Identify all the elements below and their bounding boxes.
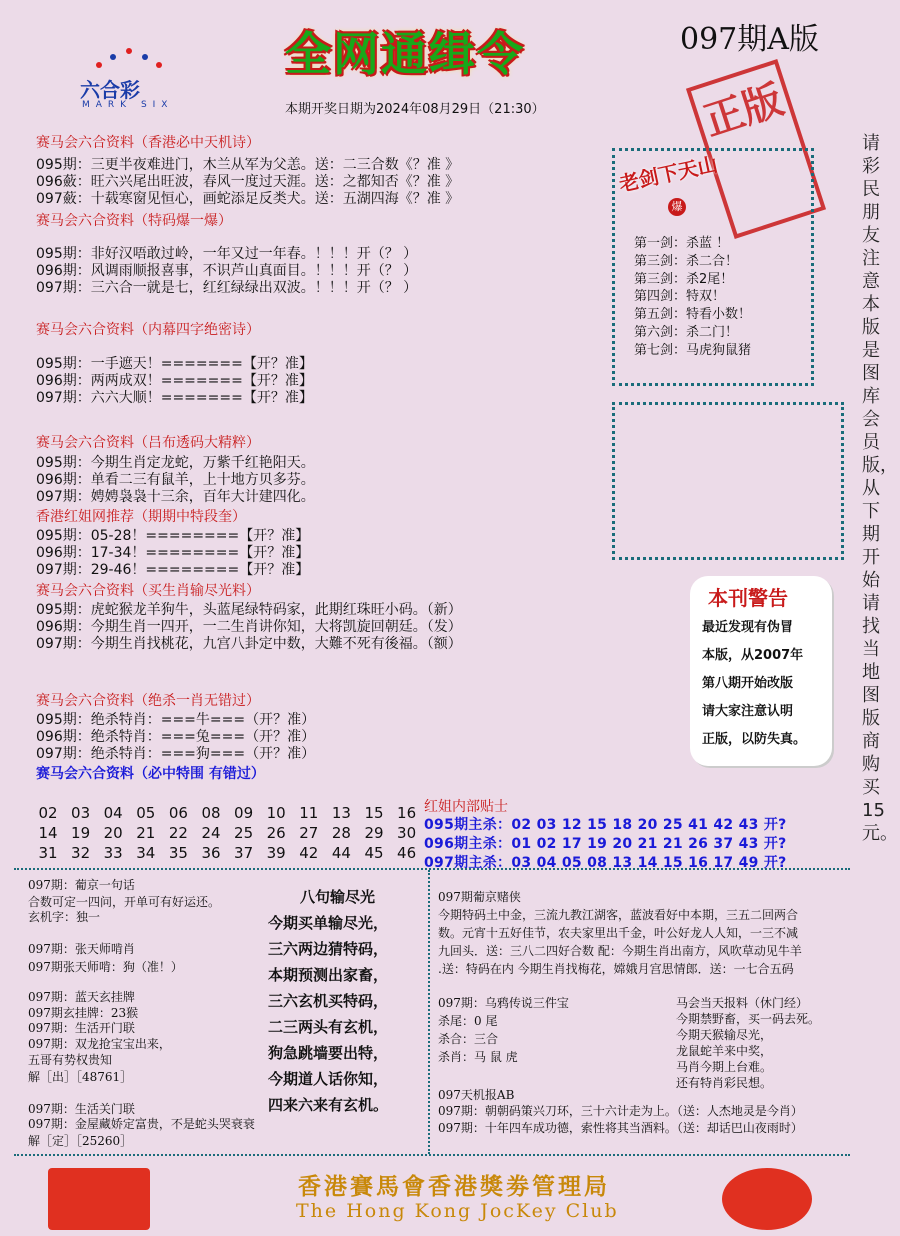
crow-line: 杀尾：0 尾	[438, 1014, 498, 1028]
divider-vertical	[428, 870, 430, 1154]
section-line: 095期：虎蛇猴龙羊狗牛，头蓝尾绿特码家，此期红珠旺小码。（新）	[36, 602, 462, 618]
gambler-line: .送：特码在内 今期生肖找梅花，嫦娥月宫思情郎．送：一七合五码	[438, 962, 794, 976]
warning-line: 第八期开始改版	[702, 676, 794, 691]
poem-line: 今期道人话你知，	[268, 1070, 389, 1088]
mark-six-logo: 六合彩	[80, 78, 140, 102]
vertical-note: 请彩民朋友注意本版是图库会员版，从下期开始请找当地图版商购买15元。	[862, 133, 898, 844]
horse-line: 今期禁野畜，买一码去死。	[676, 1012, 821, 1026]
range-number: 28	[331, 824, 351, 842]
range-number: 24	[201, 824, 221, 842]
range-number: 29	[364, 824, 384, 842]
warning-title: 本刊警告	[708, 586, 788, 610]
section-line: 095期：非好汉唔敢过岭，一年又过一年春。！！！开（？ ）	[36, 246, 418, 262]
section-line: 096期：两两成双！=======【开？准】	[36, 373, 313, 389]
range-number: 27	[299, 824, 319, 842]
range-number: 26	[266, 824, 286, 842]
range-number: 03	[71, 804, 91, 822]
poem-line: 今期买单输尽光，	[268, 914, 389, 932]
range-number: 15	[364, 804, 384, 822]
section-line: 096期：单看二三有鼠羊，上十地方贝多芬。	[36, 472, 315, 488]
gambler-line: 今期特码土中金，三流九教江湖客，蓝波看好中本期，三五二回两合	[438, 908, 799, 922]
tianji-line: 097期：朝朝码策兴刀环，三十六计走为上。（送：人杰地灵是今肖）	[438, 1104, 803, 1118]
poem-line: 三六两边猜特码，	[268, 940, 389, 958]
section-line: 095期：一手遮天！=======【开？准】	[36, 356, 313, 372]
range-number: 08	[201, 804, 221, 822]
range-number: 46	[397, 844, 417, 862]
section-title: 香港红姐网推荐（期期中特段奎）	[36, 509, 246, 525]
section-line: 095期：今期生肖定龙蛇，万紫千红艳阳天。	[36, 455, 315, 471]
empty-box	[612, 402, 844, 560]
crow-line: 杀肖：马 鼠 虎	[438, 1050, 518, 1064]
range-number: 45	[364, 844, 384, 862]
gambler-line: 九回头．送：三八二四好合数 配：今期生肖出南方，风吹草动见牛羊	[438, 944, 802, 958]
kill-row: 095期主杀：02 03 12 15 18 20 25 41 42 43 开?	[424, 817, 787, 833]
range-number: 42	[299, 844, 319, 862]
range-number: 37	[234, 844, 254, 862]
lower-left-line: 合数可定一四问，开单可有好运还。	[28, 895, 221, 909]
lower-left-line: 解［定］［25260］	[28, 1134, 133, 1148]
lower-left-line: 097期：金屋藏娇定富贵，不是蛇头哭衰衰	[28, 1117, 255, 1131]
range-number: 22	[168, 824, 188, 842]
sword-item: 第五剑：特看小数！	[634, 307, 752, 323]
horse-line: 马肖今期上台难。	[676, 1060, 773, 1074]
page-title: 全网通缉令	[285, 27, 525, 81]
poem-line: 本期预测出家畜，	[268, 966, 389, 984]
section-line: 096期：风调雨顺报喜事，不识芦山真面目。！！！开（？ ）	[36, 263, 418, 279]
kill-row: 096期主杀：01 02 17 19 20 21 21 26 37 43 开?	[424, 836, 787, 852]
warning-line: 正版，以防失真。	[702, 732, 807, 747]
lower-left-line: 097期：蓝天玄挂牌	[28, 990, 135, 1004]
lower-left-line: 097期：张天师啃肖	[28, 942, 135, 956]
range-number: 32	[71, 844, 91, 862]
section-title: 赛马会六合资料（特码爆一爆）	[36, 213, 232, 229]
draw-date: 本期开奖日期为2024年08月29日（21:30）	[285, 102, 545, 117]
swords-title: 老剑下天山	[616, 151, 720, 197]
lower-left-line: 097期玄挂牌：23猴	[28, 1006, 139, 1020]
range-number: 09	[234, 804, 254, 822]
section-line: 096蘞：旺六兴尾出旺波，春风一度过天涯。送：之都知否《？准 》	[36, 174, 460, 190]
range-number: 11	[299, 804, 319, 822]
range-number: 35	[168, 844, 188, 862]
issue-label: 097期A版	[680, 22, 819, 57]
mark-six-logo-en: MARK SIX	[82, 100, 174, 110]
range-number: 14	[38, 824, 58, 842]
lottery-logo-left	[48, 1168, 150, 1230]
section-line: 097蘞：十载寒窗见恒心，画蛇添足反类犬。送：五湖四海《？准 》	[36, 191, 460, 207]
section-line: 097期：三六合一就是七，红红绿绿出双波。！！！开（？ ）	[36, 280, 418, 296]
poem-line: 狗急跳墙要出特，	[268, 1044, 389, 1062]
range-number: 05	[136, 804, 156, 822]
crow-line: 097期：乌鸦传说三件宝	[438, 996, 569, 1010]
lower-left-line: 五哥有势权贵知	[28, 1053, 113, 1067]
lower-left-line: 097期：生活开门联	[28, 1021, 135, 1035]
range-number: 04	[103, 804, 123, 822]
section-line: 097期：六六大顺！=======【开？准】	[36, 390, 313, 406]
range-number: 44	[331, 844, 351, 862]
warning-line: 本版，从2007年	[702, 648, 804, 663]
sword-item: 第七剑：马虎狗鼠猪	[634, 342, 752, 358]
lower-left-line: 097期：双龙抢宝宝出来，	[28, 1037, 171, 1051]
section-line: 096期：绝杀特肖：===兔===（开？准）	[36, 729, 316, 745]
section-line: 097期：绝杀特肖：===狗===（开？准）	[36, 746, 316, 762]
tianji-line: 097期：十年四车成功德，索性将其当酒料。（送：却话巴山夜雨时）	[438, 1121, 803, 1135]
gambler-line: 数。元宵十五好佳节，农夫家里出千金，叶公好龙人人知，一三不减	[438, 926, 799, 940]
range-number: 39	[266, 844, 286, 862]
sword-item: 第三剑：杀二合！	[634, 253, 739, 269]
range-number: 06	[168, 804, 188, 822]
sword-item: 第六剑：杀二门！	[634, 325, 739, 340]
redsister-title: 红姐内部贴士	[424, 799, 508, 815]
range-number: 13	[331, 804, 351, 822]
section-title: 赛马会六合资料（绝杀一肖无错过）	[36, 693, 260, 709]
section-line: 095期：绝杀特肖：===牛===（开？准）	[36, 712, 316, 728]
jockey-club-name-cn: 香港賽馬會香港獎劵管理局	[298, 1173, 610, 1200]
section-line: 096期：17-34！========【开？准】	[36, 545, 310, 561]
lower-left-line: 解［出］［48761］	[28, 1070, 133, 1084]
range-number: 36	[201, 844, 221, 862]
authentic-stamp: 正版	[686, 59, 826, 239]
divider-top	[14, 868, 850, 870]
horse-line: 龙鼠蛇羊来中奖，	[676, 1044, 773, 1058]
section-title: 赛马会六合资料（买生肖输尽光料）	[36, 583, 260, 599]
section-line: 096期：今期生肖一四开，一二生肖讲你知，大将凯旋回朝廷。（发）	[36, 619, 462, 635]
jockey-club-emblem	[722, 1168, 812, 1230]
jockey-club-name-en: The Hong Kong JocKey Club	[296, 1200, 619, 1222]
poem-line: 二三两头有玄机，	[268, 1018, 389, 1036]
poem-line: 八句输尽光	[300, 888, 376, 906]
divider-bottom	[14, 1154, 850, 1156]
section-line: 097期：29-46！========【开？准】	[36, 562, 310, 578]
sword-item: 第三剑：杀2尾！	[634, 271, 734, 287]
section-title: 赛马会六合资料（内幕四字绝密诗）	[36, 322, 260, 338]
range-number: 33	[103, 844, 123, 862]
lower-left-line: 097期张天师啃：狗（准！）	[28, 960, 183, 974]
range-number: 31	[38, 844, 58, 862]
lower-left-line: 玄机字：独一	[28, 910, 101, 924]
section-line: 095期：05-28！========【开？准】	[36, 528, 310, 544]
range-number: 21	[136, 824, 156, 842]
poem-line: 三六玄机买特码，	[268, 992, 389, 1010]
must-range-title: 赛马会六合资料（必中特围 有错过）	[36, 766, 265, 782]
section-line: 097期：今期生肖找桃花，九宫八卦定中数，大難不死有後福。（额）	[36, 636, 462, 652]
warning-line: 最近发现有伪冒	[702, 620, 794, 635]
range-number: 02	[38, 804, 58, 822]
horse-line: 马会当天报料（休门经）	[676, 996, 809, 1010]
range-number: 25	[234, 824, 254, 842]
poem-line: 四来六来有玄机。	[268, 1096, 389, 1114]
swords-badge: 爆	[668, 198, 686, 216]
horse-line: 还有特肖彩民想。	[676, 1076, 773, 1090]
warning-line: 请大家注意认明	[702, 704, 794, 719]
section-line: 095期：三更半夜难进门，木兰从军为父恙。送：二三合数《？准 》	[36, 157, 460, 173]
lower-left-line: 097期：葡京一句话	[28, 878, 135, 892]
range-number: 34	[136, 844, 156, 862]
kill-row: 097期主杀：03 04 05 08 13 14 15 16 17 49 开?	[424, 855, 787, 871]
sword-item: 第四剑：特双！	[634, 289, 726, 305]
gambler-title: 097期葡京赌侠	[438, 890, 521, 904]
section-title: 赛马会六合资料（香港必中天机诗）	[36, 135, 260, 151]
sword-item: 第一剑：杀蓝 ！	[634, 236, 730, 251]
crow-line: 杀合：三合	[438, 1032, 499, 1046]
range-number: 19	[71, 824, 91, 842]
range-number: 20	[103, 824, 123, 842]
section-title: 赛马会六合资料（吕布透码大精粹）	[36, 435, 260, 451]
range-number: 30	[397, 824, 417, 842]
lower-left-line: 097期：生活关门联	[28, 1102, 135, 1116]
range-number: 16	[397, 804, 417, 822]
horse-line: 今期天猴输尽光，	[676, 1028, 773, 1042]
tianji-title: 097天机报AB	[438, 1088, 515, 1102]
section-line: 097期：娉娉袅袅十三余，百年大计建四化。	[36, 489, 315, 505]
range-number: 10	[266, 804, 286, 822]
